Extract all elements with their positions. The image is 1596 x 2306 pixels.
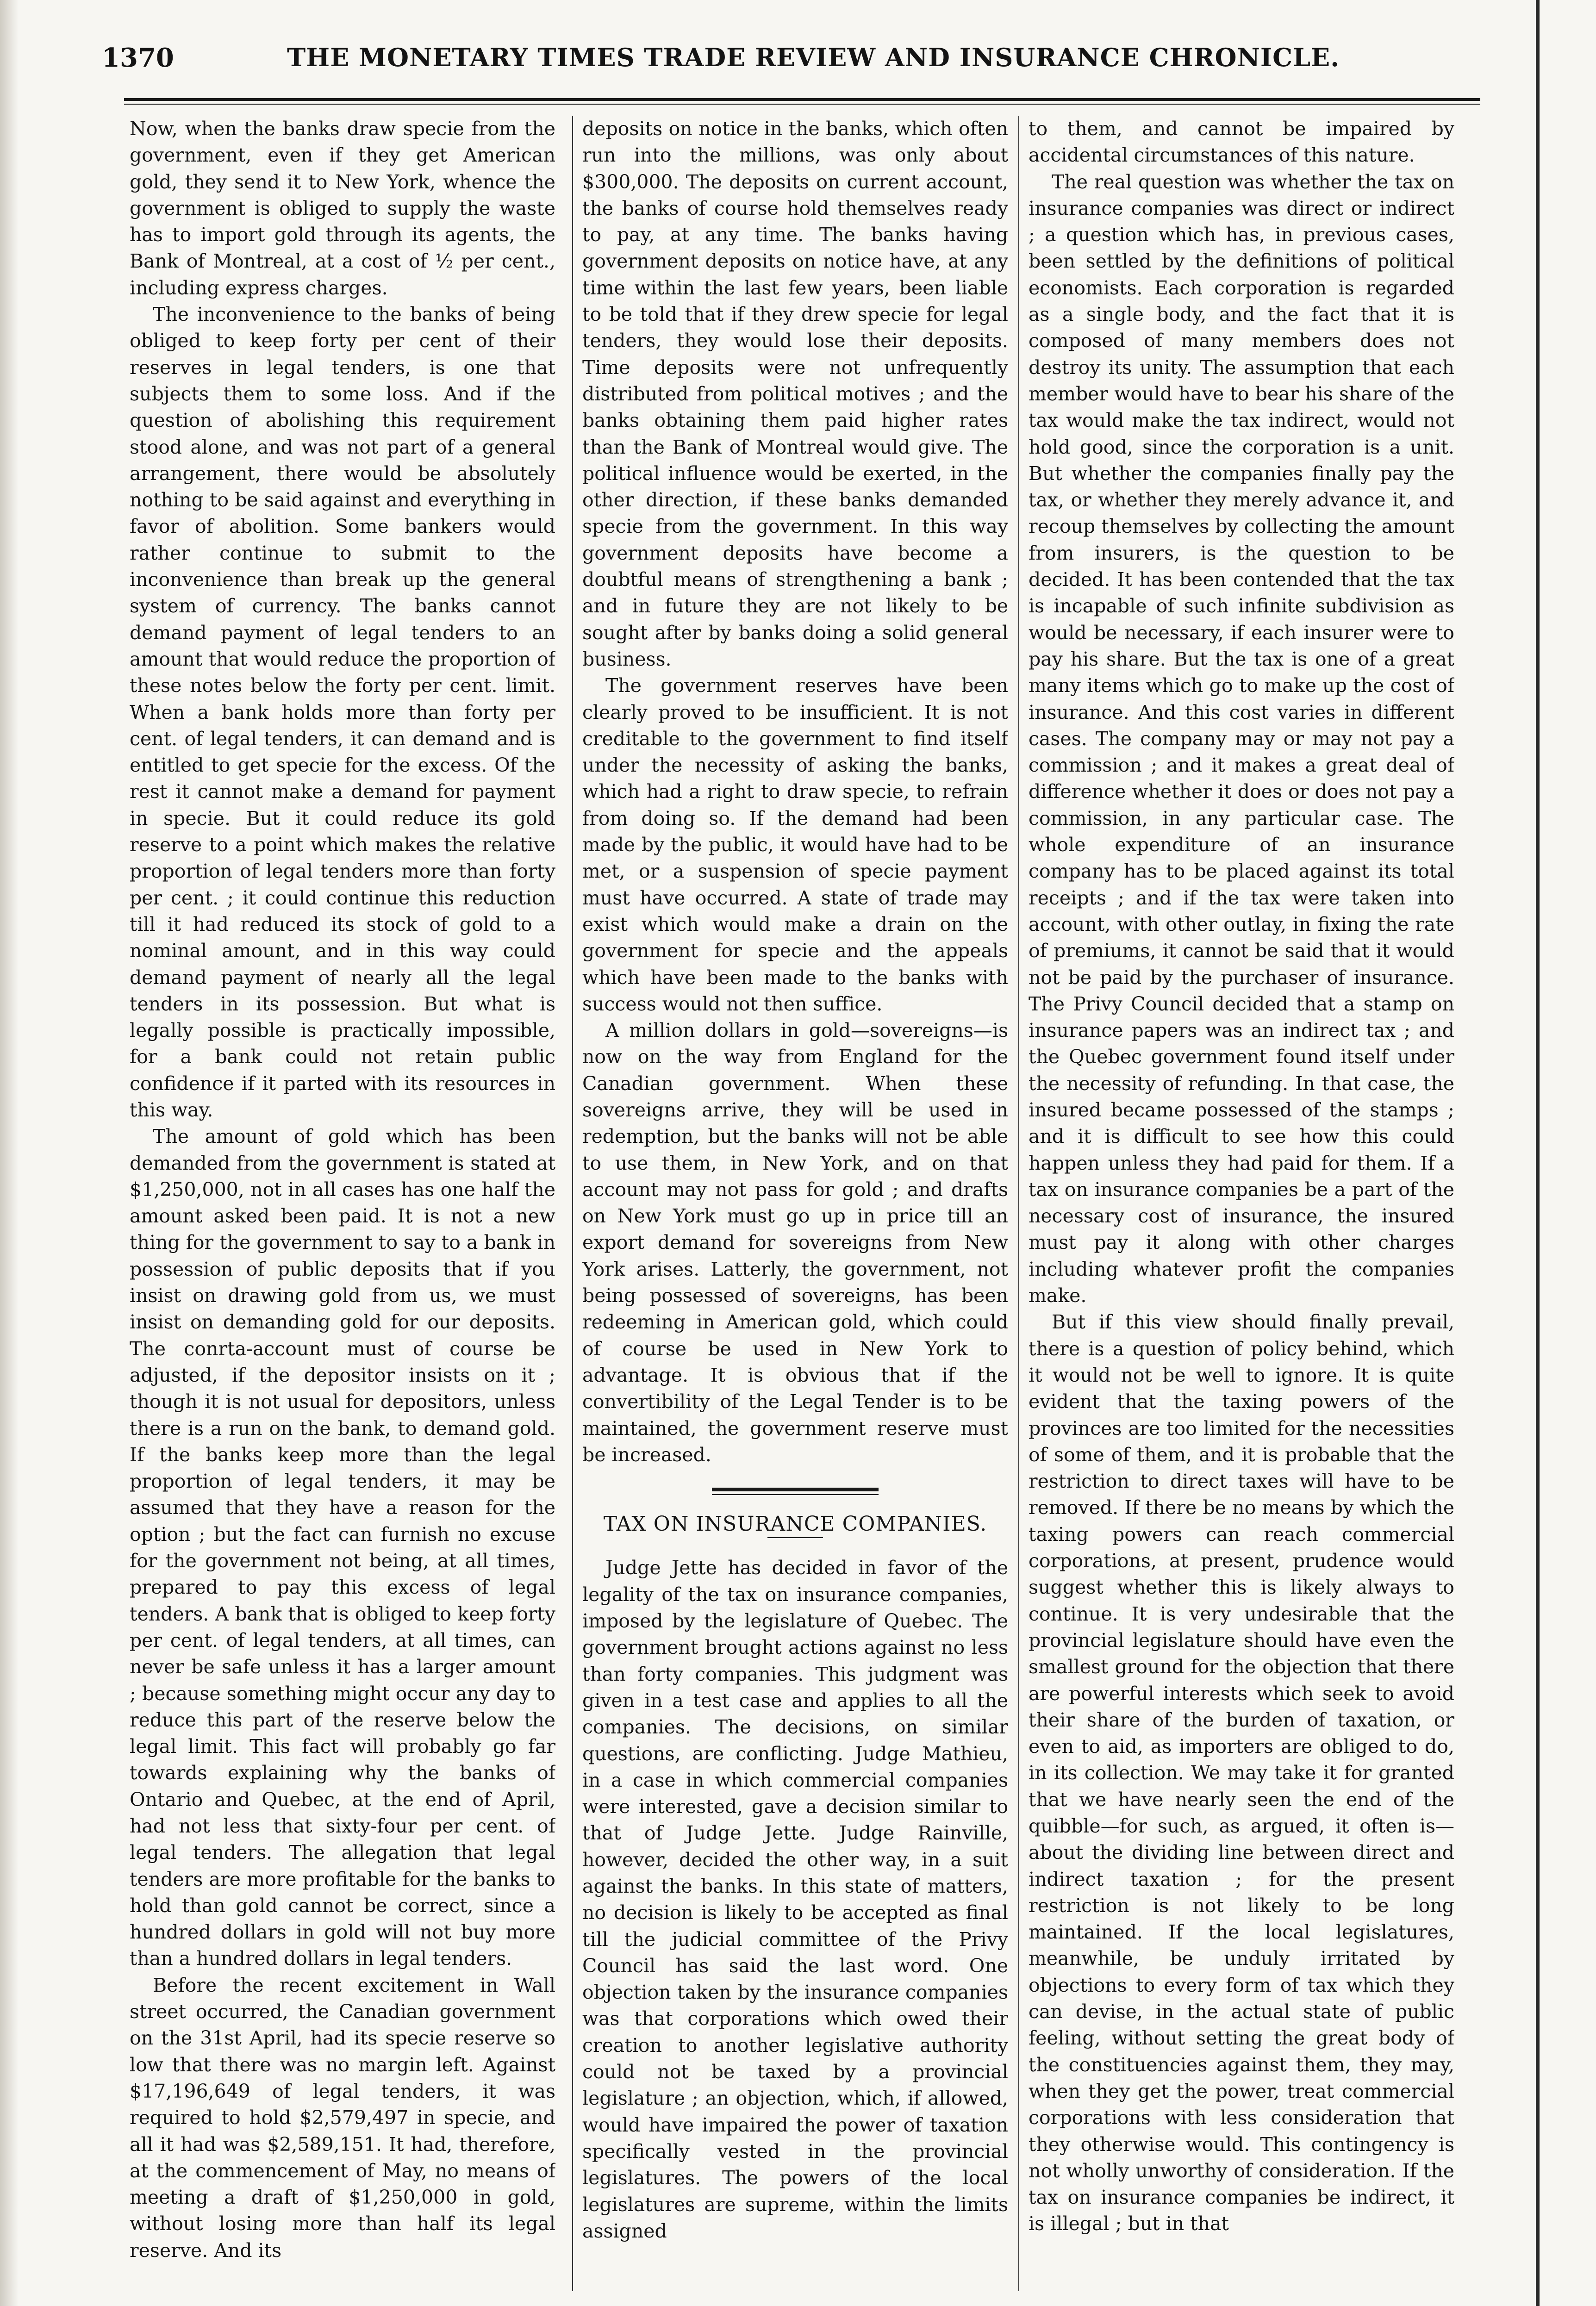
paragraph: to them, and cannot be impaired by accidental circumstances of this nature. [1029, 118, 1454, 167]
heading-rule [767, 1537, 823, 1538]
paragraph: Before the recent excitement in Wall street occurred, the Canadian government on the 31st April, had its specie reserve so low that there was no margin left. Against $17,196,649 of legal tenders, it was required to hold $2,579,497 in specie, and all it had was $2,589,151. It had, therefore, at the commencement of May, no means of meeting a draft of $1,250,000 in gold, without losing more than half its legal reserve. And its [130, 1974, 555, 2262]
column-separator [572, 116, 573, 2291]
paragraph: The real question was whether the tax on insurance companies was direct or indirect ; a question which has, in previous cases, been settled by the definitions of political economists. Each corporation is regarded as a single body, and the fact that it is composed of many members does not destroy its unity. The assumption that each member would have to bear his share of the tax would make the tax indirect, would not hold good, since the corporation is a unit. But whether the companies finally pay the tax, or whether they merely advance it, and recoup themselves by collecting the amount from insurers, is the question to be decided. It has been contended that the tax is incapable of such infinite subdivision as would be necessary, if each insurer were to pay his share. But the tax is one of a great many items which go to make up the cost of insurance. And this cost varies in different cases. The company may or may not pay a commission ; and it makes a great deal of difference whether it does or does not pay a commission, in any particular case. The whole expenditure of an insurance company has to be placed against its total receipts ; and if the tax were taken into account, with other outlay, in fixing the rate of premiums, it cannot be said that it would not be paid by the purchaser of insurance. The Privy Council decided that a stamp on insurance papers was an indirect tax ; and the Quebec government found itself under the necessity of refunding. In that case, the insured became possessed of the stamps ; and it is difficult to see how this could happen unless they had paid for them. If a tax on insurance companies be a part of the necessary cost of insurance, the insured must pay it along with other charges including whatever profit the companies make. [1029, 170, 1454, 1307]
page-header [0, 0, 1596, 111]
paragraph: The government reserves have been clearly proved to be insufficient. It is not creditable to the government to find itself under the necessity of asking the banks, which had a right to draw specie, to refrain from doing so. If the demand had been made by the public, it would have had to be met, or a suspension of specie payment must have occurred. A state of trade may exist which would make a drain on the government for specie and the appeals which have been made to the banks with success would not then suffice. [582, 674, 1008, 1015]
running-title: THE MONETARY TIMES TRADE REVIEW AND INSURANCE CHRONICLE. [287, 43, 1340, 72]
page-number: 1370 [102, 43, 174, 73]
column-separator [1018, 116, 1019, 2291]
column-1 [130, 116, 555, 2291]
column-2 [582, 116, 1008, 2291]
scan-edge-right [1536, 0, 1540, 2306]
paragraph: deposits on notice in the banks, which often run into the millions, was only about $300,000. The deposits on current account, the banks of course hold themselves ready to pay, at any time. The banks having government deposits on notice have, at any time within the last few years, been liable to be told that if they drew specie for legal tenders, they would lose their deposits. Time deposits were not unfrequently distributed from political motives ; and the banks obtaining them paid higher rates than the Bank of Montreal would give. The political influence would be exerted, in the other direction, if these banks demanded specie from the government. In this way government deposits have become a doubtful means of strengthening a bank ; and in future they are not likely to be sought after by banks doing a solid general business. [582, 118, 1008, 670]
section-heading: TAX ON INSURANCE COMPANIES. [603, 1512, 987, 1536]
paragraph: Judge Jette has decided in favor of the legality of the tax on insurance companies, imposed by the legislature of Quebec. The government brought actions against no less than forty companies. This judgment was given in a test case and applies to all the companies. The decisions, on similar questions, are conflicting. Judge Mathieu, in a case in which commercial companies were interested, gave a decision similar to that of Judge Jette. Judge Rainville, however, decided the other way, in a suit against the banks. In this state of matters, no decision is likely to be accepted as final till the judicial committee of the Privy Council has said the last word. One objection taken by the insurance companies was that corporations which owed their creation to another legislative authority could not be taxed by a provincial legislature ; an objection, which, if allowed, would have impaired the power of taxation specifically vested in the provincial legislatures. The powers of the local legislatures are supreme, within the limits assigned [582, 1557, 1008, 2242]
column-3 [1029, 116, 1454, 2291]
paragraph: Now, when the banks draw specie from the government, even if they get American gold, they send it to New York, whence the government is obliged to supply the waste has to import gold through its agents, the Bank of Montreal, at a cost of ½ per cent., including express charges. [130, 118, 555, 299]
paragraph: But if this view should finally prevail, there is a question of policy behind, which it would not be well to ignore. It is quite evident that the taxing powers of the provinces are too limited for the necessities of some of them, and it is probable that the restriction to direct taxes will have to be removed. If there be no means by which the taxing powers can reach commercial corporations, at present, prudence would suggest whether this is likely always to continue. It is very undesirable that the provincial legislature should have even the smallest ground for the objection that there are powerful interests which seek to avoid their share of the burden of taxation, or even to aid, as importers are obliged to do, in its collection. We may take it for granted that we have nearly seen the end of the quibble—for such, as argued, it often is—about the dividing line between direct and indirect taxation ; for the present restriction is not likely to be long maintained. If the local legislatures, meanwhile, be unduly irritated by objections to every form of tax which they can devise, in the actual state of public feeling, without setting the great body of the constituencies against them, they may, when they get the power, treat commercial corporations with less consideration that they otherwise would. This contingency is not wholly unworthy of consideration. If the tax on insurance companies be indirect, it is illegal ; but in that [1029, 1311, 1454, 2235]
paragraph: The amount of gold which has been demanded from the government is stated at $1,250,000, not in all cases has one half the amount asked been paid. It is not a new thing for the government to say to a bank in possession of public deposits that if you insist on drawing gold from us, we must insist on demanding gold for our deposits. The conrta-account must of course be adjusted, if the depositor insists on it ; though it is not usual for depositors, unless there is a run on the bank, to demand gold. If the banks keep more than the legal proportion of legal tenders, it may be assumed that they have a reason for the option ; but the fact can furnish no excuse for the government not being, at all times, prepared to pay this excess of legal tenders. A bank that is obliged to keep forty per cent. of legal tenders, at all times, can never be safe unless it has a larger amount ; because something might occur any day to reduce this part of the reserve below the legal limit. This fact will probably go far towards explaining why the banks of Ontario and Quebec, at the end of April, had not less that sixty-four per cent. of legal tenders. The allegation that legal tenders are more profitable for the banks to hold than gold cannot be correct, since a hundred dollars in gold will not buy more than a hundred dollars in legal tenders. [130, 1125, 555, 1970]
header-rule [124, 98, 1480, 101]
scan-edge-shadow [0, 0, 19, 2306]
header-rule-thin [124, 104, 1480, 105]
section-divider [712, 1488, 879, 1495]
paragraph: A million dollars in gold—sovereigns—is now on the way from England for the Canadian government. When these sovereigns arrive, they will be used in redemption, but the banks will not be able to use them, in New York, and on that account may not pass for gold ; and drafts on New York must go up in price till an export demand for sovereigns from New York arises. Latterly, the government, not being possessed of sovereigns, has been redeeming in American gold, which could of course be used in New York to advantage. It is obvious that if the convertibility of the Legal Tender is to be maintained, the government reserve must be increased. [582, 1019, 1008, 1466]
paragraph: The inconvenience to the banks of being obliged to keep forty per cent of their reserves in legal tenders, is one that subjects them to some loss. And if the question of abolishing this requirement stood alone, and was not part of a general arrangement, there would be absolutely nothing to be said against and everything in favor of abolition. Some bankers would rather continue to submit to the inconvenience than break up the general system of currency. The banks cannot demand payment of legal tenders to an amount that would reduce the proportion of these notes below the forty per cent. limit. When a bank holds more than forty per cent. of legal tenders, it can demand and is entitled to get specie for the excess. Of the rest it cannot make a demand for payment in specie. But it could reduce its gold reserve to a point which makes the relative proportion of legal tenders more than forty per cent. ; it could continue this reduction till it had reduced its stock of gold to a nominal amount, and in this way could demand payment of nearly all the legal tenders in its possession. But what is legally possible is practically impossible, for a bank could not retain public confidence if it parted with its resources in this way. [130, 303, 555, 1121]
